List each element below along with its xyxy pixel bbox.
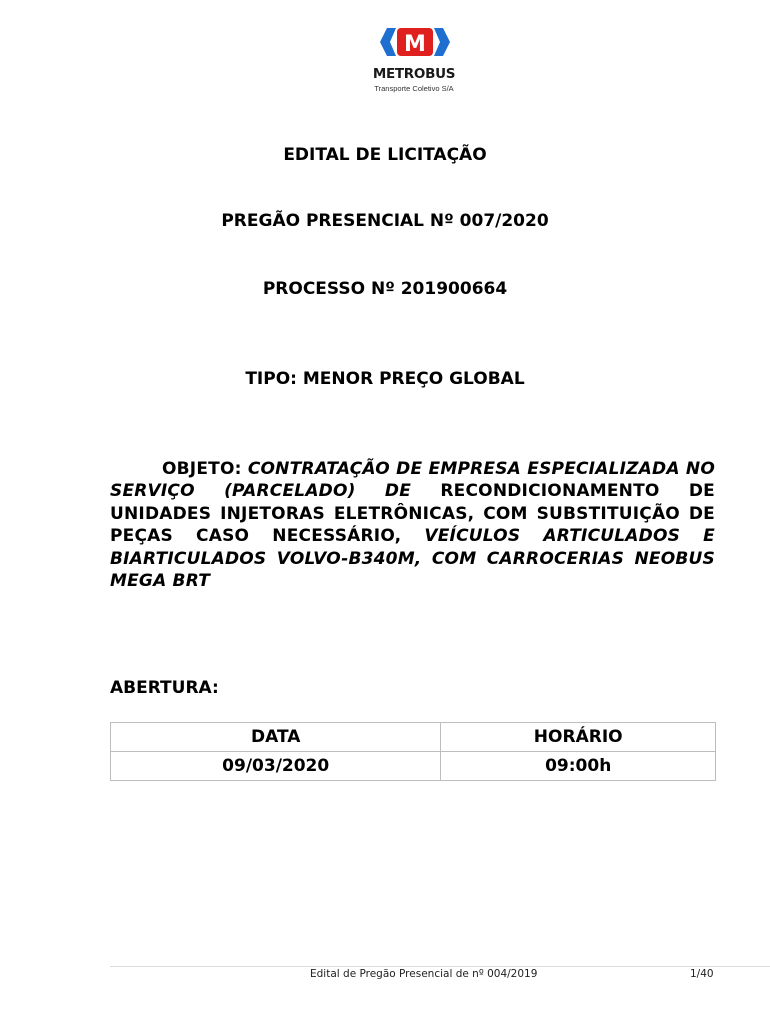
header-horario: HORÁRIO: [441, 723, 716, 752]
logo-letter: M: [404, 32, 426, 57]
heading-pregao: PREGÃO PRESENCIAL Nº 007/2020: [221, 211, 549, 231]
metrobus-logo-mark: [380, 24, 450, 60]
header-data: DATA: [111, 723, 441, 752]
table-header-row: [111, 723, 716, 752]
logo-subtitle: Transporte Coletivo S/A: [374, 84, 454, 93]
metrobus-logo: [368, 24, 464, 94]
footer-text: Edital de Pregão Presencial de nº 004/2019: [310, 968, 538, 980]
objeto-text-plain: RECONDICIONAMENTO DE UNIDADES INJETORAS ELETRÔNICAS, COM SUBSTITUIÇÃO DE PEÇAS CASO NECESSÁRIO,: [110, 481, 715, 547]
cell-horario: 09:00h: [441, 752, 716, 781]
heading-processo: PROCESSO Nº 201900664: [262, 279, 508, 299]
objeto-text-italic-end: VEÍCULOS ARTICULADOS E BIARTICULADOS VOLVO-B340M, COM CARROCERIAS NEOBUS MEGA BRT: [110, 526, 715, 592]
heading-tipo: TIPO: MENOR PREÇO GLOBAL: [245, 369, 525, 389]
heading-edital: EDITAL DE LICITAÇÃO: [283, 145, 487, 165]
table-row: [111, 752, 716, 781]
cell-data: 09/03/2020: [111, 752, 441, 781]
abertura-table: [110, 722, 716, 781]
objeto-text-italic: CONTRATAÇÃO DE EMPRESA ESPECIALIZADA NO SERVIÇO (PARCELADO) DE: [110, 459, 716, 502]
footer-divider: [110, 966, 770, 967]
page-number: 1/40: [690, 968, 714, 980]
objeto-paragraph: [110, 458, 715, 592]
objeto-label: OBJETO:: [162, 459, 242, 479]
abertura-label: ABERTURA:: [110, 678, 219, 698]
logo-name: METROBUS: [372, 66, 456, 82]
